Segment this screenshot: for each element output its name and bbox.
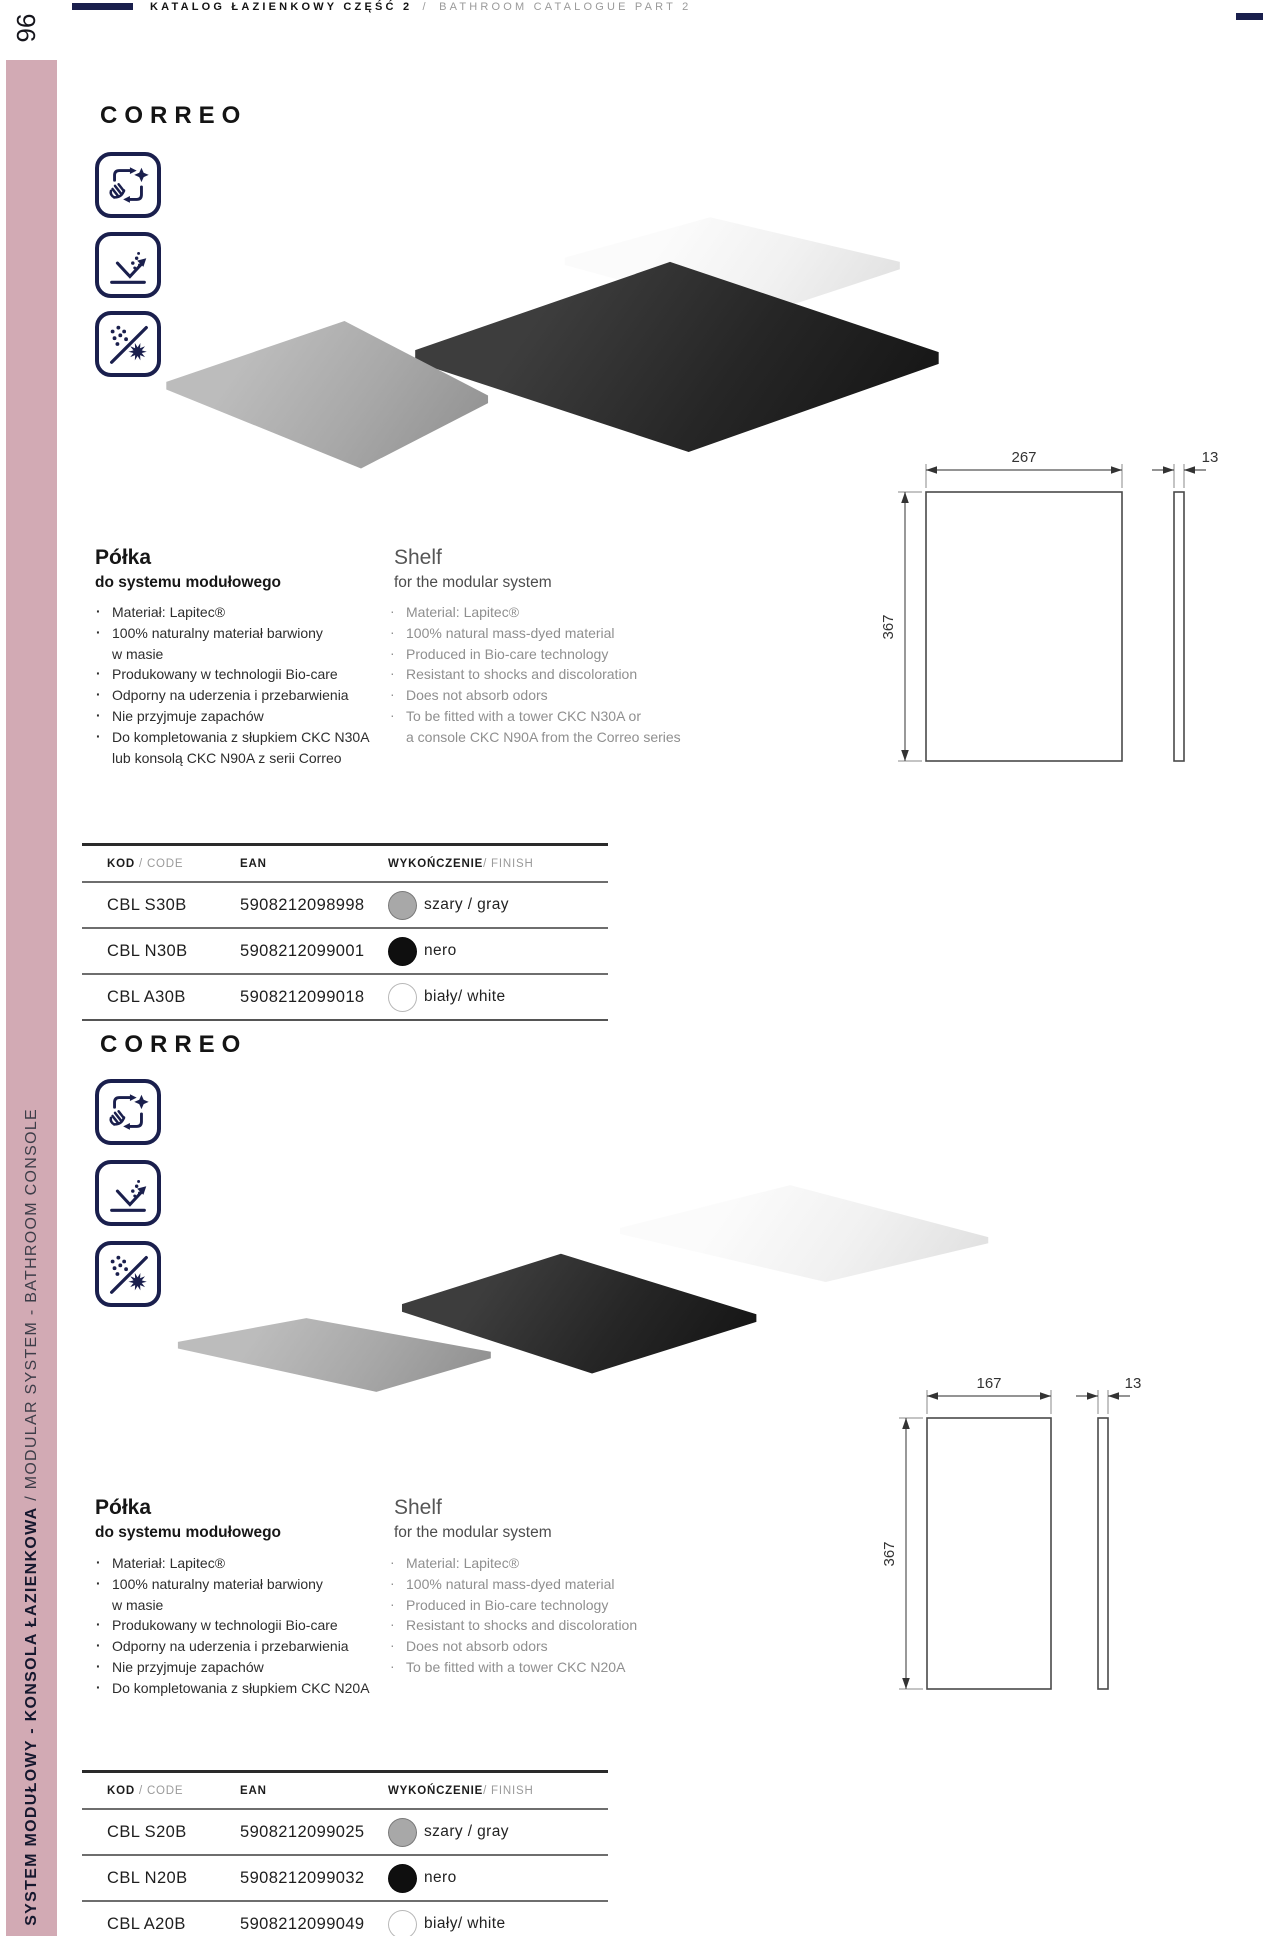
dim-height-1: 367 <box>880 614 897 640</box>
header-title-pl: KATALOG ŁAZIENKOWY CZĘŚĆ 2 <box>150 1 413 13</box>
spec-table-header <box>82 846 608 881</box>
col-code: / CODE <box>134 1784 184 1797</box>
shelf-photo-white-2 <box>614 1180 992 1282</box>
feature-list-pl-1 <box>96 602 370 768</box>
no-odor-glyph <box>103 1249 153 1299</box>
feature-item: · 100% natural mass-dyed material <box>390 623 681 644</box>
product-code: CBL S30B <box>107 895 187 914</box>
finish-label: szary / gray <box>424 896 509 913</box>
product-ean: 5908212099032 <box>240 1868 365 1887</box>
feature-item: · 100% naturalny materiał barwiony <box>96 623 370 644</box>
easy-clean-icon <box>95 152 161 218</box>
product-title-en-2 <box>394 1496 552 1542</box>
feature-item: · Materiał: Lapitec® <box>96 602 370 623</box>
no-odor-icon <box>95 1241 161 1307</box>
col-ean: EAN <box>240 1784 267 1797</box>
dim-height-2: 367 <box>881 1541 898 1567</box>
product-code: CBL A30B <box>107 987 186 1006</box>
shelf-photo-nero-1 <box>412 258 944 454</box>
series-title-1: CORREO <box>100 102 248 129</box>
impact-resistant-icon <box>95 1160 161 1226</box>
feature-item: · Produced in Bio-care technology <box>390 644 681 665</box>
product-name-en-2: Shelf <box>394 1496 442 1519</box>
header-title-en: BATHROOM CATALOGUE PART 2 <box>439 1 692 13</box>
feature-item: · Material: Lapitec® <box>390 1553 637 1574</box>
col-ean: EAN <box>240 857 267 870</box>
finish-label: szary / gray <box>424 1823 509 1840</box>
product-title-pl-2 <box>95 1496 281 1542</box>
table-row <box>82 881 608 927</box>
feature-item: · Nie przyjmuje zapachów <box>96 706 370 727</box>
dimension-drawing-1 <box>880 420 1280 780</box>
finish-swatch <box>388 1864 417 1893</box>
table-row <box>82 1900 608 1936</box>
table-row <box>82 1854 608 1900</box>
feature-item: · To be fitted with a tower CKC N30A or <box>390 706 681 727</box>
dimension-drawing-2 <box>880 1370 1280 1700</box>
header-right-dash <box>1236 13 1263 20</box>
col-finish-pl: WYKOŃCZENIE <box>388 857 484 870</box>
col-code: / CODE <box>134 857 184 870</box>
feature-item: · 100% naturalny materiał barwiony <box>96 1574 370 1595</box>
product-code: CBL S20B <box>107 1822 187 1841</box>
no-odor-glyph <box>103 319 153 369</box>
finish-swatch <box>388 983 417 1012</box>
product-name-pl-2: Półka <box>95 1496 152 1519</box>
product-code: CBL A20B <box>107 1914 186 1933</box>
col-finish-pl: WYKOŃCZENIE <box>388 1784 484 1797</box>
category-label-en: / MODULAR SYSTEM - BATHROOM CONSOLE <box>22 1108 40 1507</box>
feature-item: · Produkowany w technologii Bio-care <box>96 1615 370 1636</box>
feature-list-pl-2 <box>96 1553 370 1699</box>
finish-label: nero <box>424 942 457 959</box>
feature-item: · Odporny na uderzenia i przebarwienia <box>96 1636 370 1657</box>
shelf-photo-gray-2 <box>176 1314 494 1396</box>
page-number: 96 <box>11 13 41 43</box>
spec-table-2 <box>82 1770 608 1936</box>
spec-table-1 <box>82 843 608 1021</box>
spec-table-header <box>82 1773 608 1808</box>
finish-label: biały/ white <box>424 1915 506 1932</box>
feature-list-en-1 <box>390 602 681 748</box>
feature-item: · To be fitted with a tower CKC N20A <box>390 1657 637 1678</box>
dim-thickness-1: 13 <box>1201 449 1219 466</box>
product-code: CBL N20B <box>107 1868 188 1887</box>
category-sidebar <box>6 60 57 1936</box>
finish-swatch <box>388 937 417 966</box>
col-kod: KOD <box>107 1784 135 1797</box>
feature-list-en-2 <box>390 1553 637 1678</box>
finish-swatch <box>388 891 417 920</box>
feature-item-cont: w masie <box>112 645 164 662</box>
finish-swatch <box>388 1818 417 1847</box>
product-ean: 5908212099018 <box>240 987 365 1006</box>
feature-item-cont: w masie <box>112 1596 164 1613</box>
feature-item: · Does not absorb odors <box>390 1636 637 1657</box>
finish-swatch <box>388 1910 417 1936</box>
table-row <box>82 973 608 1021</box>
product-name-en-1: Shelf <box>394 546 442 569</box>
table-row <box>82 1808 608 1854</box>
header-title-separator: / <box>422 1 429 13</box>
series-title-2: CORREO <box>100 1031 248 1058</box>
feature-item: · Produced in Bio-care technology <box>390 1595 637 1616</box>
dim-width-1: 267 <box>1011 449 1037 466</box>
col-kod: KOD <box>107 857 135 870</box>
feature-item-cont: lub konsolą CKC N90A z serii Correo <box>112 749 342 766</box>
easy-clean-glyph <box>103 160 153 210</box>
header-title <box>150 1 691 13</box>
product-ean: 5908212098998 <box>240 895 365 914</box>
table-row <box>82 927 608 973</box>
product-subtitle-pl-2: do systemu modułowego <box>95 1524 282 1541</box>
product-title-pl-1 <box>95 546 281 592</box>
feature-item: · Materiał: Lapitec® <box>96 1553 370 1574</box>
easy-clean-glyph <box>103 1087 153 1137</box>
category-label-pl: SYSTEM MODUŁOWY - KONSOLA ŁAZIENKOWA <box>22 1506 40 1926</box>
product-subtitle-en-1: for the modular system <box>394 574 552 591</box>
dim-thickness-2: 13 <box>1124 1375 1142 1392</box>
product-code: CBL N30B <box>107 941 188 960</box>
header-accent-bar <box>72 3 133 10</box>
product-ean: 5908212099049 <box>240 1914 365 1933</box>
feature-item-cont: a console CKC N90A from the Correo series <box>406 728 681 745</box>
dim-width-2: 167 <box>976 1375 1002 1392</box>
no-odor-icon <box>95 311 161 377</box>
finish-label: nero <box>424 1869 457 1886</box>
product-ean: 5908212099001 <box>240 941 365 960</box>
impact-resistant-icon <box>95 232 161 298</box>
feature-item: · Nie przyjmuje zapachów <box>96 1657 370 1678</box>
finish-label: biały/ white <box>424 988 506 1005</box>
impact-resistant-glyph <box>103 240 153 290</box>
product-subtitle-en-2: for the modular system <box>394 1524 552 1541</box>
easy-clean-icon <box>95 1079 161 1145</box>
col-finish-en: / FINISH <box>483 857 534 870</box>
product-title-en-1 <box>394 546 552 592</box>
feature-item: · Resistant to shocks and discoloration <box>390 664 681 685</box>
category-sidebar-label <box>23 1108 41 1926</box>
feature-item: · Do kompletowania z słupkiem CKC N30A <box>96 727 370 748</box>
product-subtitle-pl-1: do systemu modułowego <box>95 574 282 591</box>
feature-item: · Odporny na uderzenia i przebarwienia <box>96 685 370 706</box>
feature-item: · Does not absorb odors <box>390 685 681 706</box>
product-ean: 5908212099025 <box>240 1822 365 1841</box>
feature-item: · 100% natural mass-dyed material <box>390 1574 637 1595</box>
col-finish-en: / FINISH <box>483 1784 534 1797</box>
feature-item: · Resistant to shocks and discoloration <box>390 1615 637 1636</box>
feature-item: · Produkowany w technologii Bio-care <box>96 664 370 685</box>
impact-resistant-glyph <box>103 1168 153 1218</box>
feature-item: · Material: Lapitec® <box>390 602 681 623</box>
feature-item: · Do kompletowania z słupkiem CKC N20A <box>96 1678 370 1699</box>
product-name-pl-1: Półka <box>95 546 152 569</box>
